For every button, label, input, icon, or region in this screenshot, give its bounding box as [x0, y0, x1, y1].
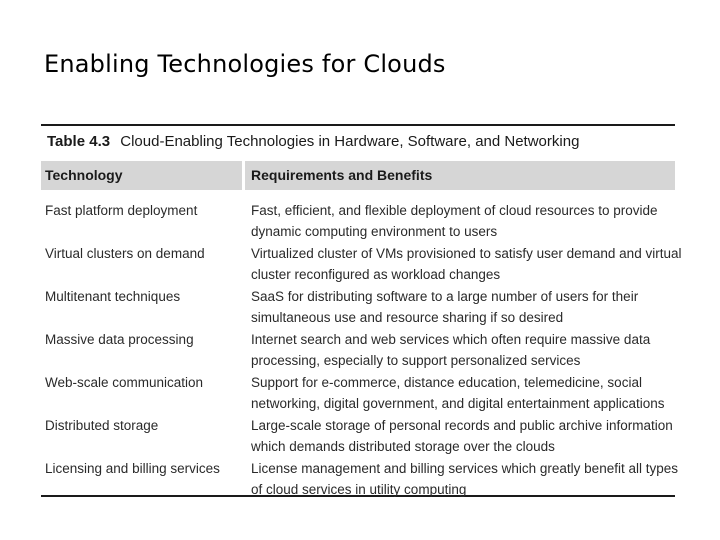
header-technology: Technology: [45, 167, 123, 183]
requirements-line: of cloud services in utility computing: [251, 482, 467, 497]
requirements-line: Support for e-commerce, distance education, telemedicine, social: [251, 375, 642, 390]
requirements-line: Large-scale storage of personal records and public archive information: [251, 418, 673, 433]
cell-technology: Virtual clusters on demand: [45, 246, 205, 261]
cell-requirements: [251, 286, 671, 328]
cell-technology: Fast platform deployment: [45, 203, 198, 218]
requirements-line: cluster reconfigured as workload changes: [251, 267, 501, 282]
requirements-line: Internet search and web services which often require massive data: [251, 332, 651, 347]
table-number: Table 4.3: [47, 133, 111, 150]
table-caption-text: Cloud-Enabling Technologies in Hardware, Software, and Networking: [120, 133, 580, 150]
table-row: [41, 200, 675, 243]
cell-requirements: [251, 415, 671, 457]
requirements-line: License management and billing services which greatly benefit all types: [251, 461, 678, 476]
requirements-line: simultaneous use and resource sharing if so desired: [251, 310, 564, 325]
table-row: [41, 372, 675, 415]
requirements-line: processing, especially to support personalized services: [251, 353, 581, 368]
header-divider: [242, 161, 245, 190]
cell-technology: Licensing and billing services: [45, 461, 220, 476]
cell-requirements: [251, 200, 671, 242]
table-row: [41, 415, 675, 458]
header-requirements: Requirements and Benefits: [251, 167, 433, 183]
requirements-line: which demands distributed storage over the clouds: [251, 439, 555, 454]
cell-technology: Multitenant techniques: [45, 289, 181, 304]
requirements-line: SaaS for distributing software to a large number of users for their: [251, 289, 639, 304]
requirements-line: Virtualized cluster of VMs provisioned to satisfy user demand and virtual: [251, 246, 682, 261]
table-row: [41, 243, 682, 286]
cell-technology: Distributed storage: [45, 418, 159, 433]
cell-requirements: [251, 329, 671, 371]
table-row: [41, 458, 678, 501]
cell-requirements: [251, 243, 682, 285]
cell-requirements: [251, 372, 671, 414]
cell-technology: Massive data processing: [45, 332, 194, 347]
cell-technology: Web-scale communication: [45, 375, 204, 390]
requirements-line: dynamic computing environment to users: [251, 224, 498, 239]
table-header: [41, 161, 675, 190]
table-caption: [47, 133, 579, 150]
requirements-line: Fast, efficient, and flexible deployment of cloud resources to provide: [251, 203, 658, 218]
page-title: Enabling Technologies for Clouds: [44, 50, 446, 78]
table-row: [41, 329, 675, 372]
table-row: [41, 286, 675, 329]
cell-requirements: [251, 458, 678, 500]
table-body: [41, 200, 682, 501]
requirements-line: networking, digital government, and digital entertainment applications: [251, 396, 665, 411]
technology-table: [41, 124, 682, 497]
